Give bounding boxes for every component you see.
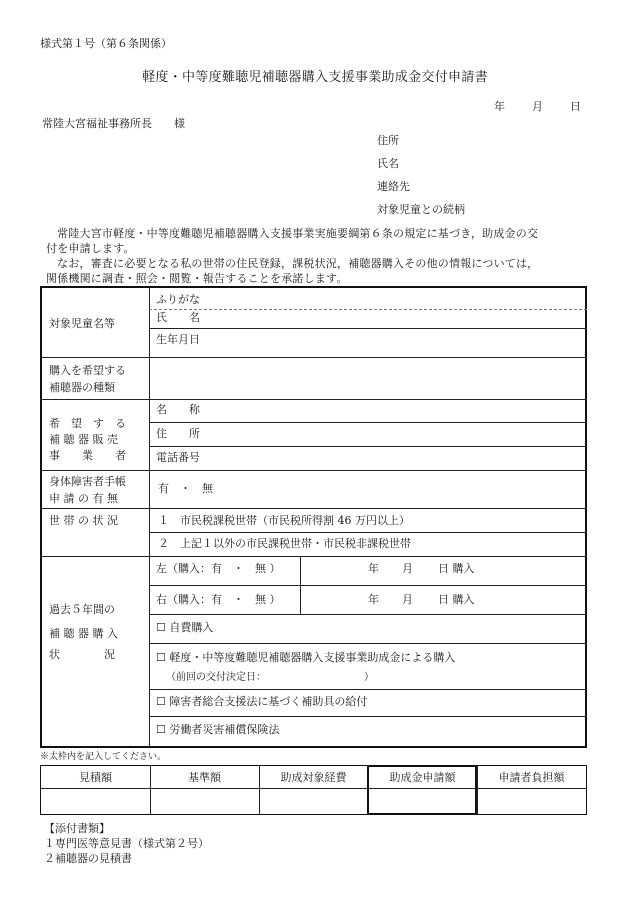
paragraph-1-line-2: 付を申請します。 <box>46 242 135 255</box>
header-estimate: 見積額 <box>79 771 112 784</box>
hearing-aid-type-label-1: 購入を希望する <box>49 364 126 377</box>
past-purchase-label-1: 過去５年間の <box>49 603 115 616</box>
applicant-address-label: 住所 <box>377 134 399 147</box>
right-date-month: 月 <box>402 593 413 606</box>
applicant-contact-label: 連絡先 <box>377 180 410 193</box>
option-self-purchase[interactable]: ☐ 自費購入 <box>156 621 214 634</box>
household-option-1[interactable]: １ 市民税課税世帯（市民税所得割 46 万円以上） <box>158 514 410 527</box>
header-subsidy-amount: 助成金申請額 <box>389 771 456 784</box>
right-ear-purchase[interactable]: 右（購入：有 ・ 無 ） <box>156 593 281 606</box>
date-year-label: 年 <box>494 100 505 113</box>
left-date-month: 月 <box>402 562 413 575</box>
disability-cert-label-2: 申 請 の 有 無 <box>49 492 118 505</box>
standard-value-cell[interactable] <box>151 789 259 814</box>
date-month-label: 月 <box>532 100 543 113</box>
vendor-label-1: 希 望 す る <box>49 417 126 430</box>
left-date-year: 年 <box>368 562 379 575</box>
previous-decision-date-close: ） <box>364 672 374 683</box>
household-status-label: 世 帯 の 状 況 <box>49 514 118 527</box>
subsidy-amount-highlight-box[interactable] <box>367 765 477 815</box>
application-form-table <box>40 286 587 748</box>
applicant-relation-label: 対象児童との続柄 <box>377 203 465 216</box>
applicant-name-label: 氏名 <box>377 157 399 170</box>
disability-cert-label-1: 身体障害者手帳 <box>49 475 126 488</box>
right-date-year: 年 <box>368 593 379 606</box>
application-paragraph <box>46 226 586 286</box>
estimate-table <box>40 765 587 815</box>
vendor-phone-label: 電話番号 <box>156 451 200 464</box>
header-eligible-cost: 助成対象経費 <box>280 771 347 784</box>
paragraph-2-line-1: なお，審査に必要となる私の世帯の住民登録，課税状況，補聴器購入その他の情報については， <box>57 257 539 270</box>
past-purchase-label-3: 状 況 <box>49 648 115 661</box>
applicant-share-value-cell[interactable] <box>478 789 586 814</box>
disability-cert-choice[interactable]: 有 ・ 無 <box>158 482 213 495</box>
hearing-aid-type-label-2: 補聴器の種類 <box>49 381 115 394</box>
birthdate-label: 生年月日 <box>156 333 200 346</box>
attachment-item-2: ２補聴器の見積書 <box>44 852 132 865</box>
header-applicant-share: 申請者負担額 <box>498 771 565 784</box>
vendor-name-label: 名 称 <box>156 403 200 416</box>
eligible-cost-value-cell[interactable] <box>260 789 368 814</box>
vendor-label-2: 補 聴 器 販 売 <box>49 433 118 446</box>
child-name-label: 氏 名 <box>156 311 200 324</box>
furigana-label: ふりがな <box>156 293 200 306</box>
previous-decision-date-open: （前回の交付決定日： <box>166 672 266 683</box>
option-subsidy-purchase[interactable]: ☐ 軽度・中等度難聴児補聴器購入支援事業助成金による購入 <box>156 651 456 664</box>
paragraph-2-line-2: 関係機関に調査・照会・閲覧・報告することを承諾します。 <box>46 272 348 285</box>
fill-in-note: ※太枠内を記入してください。 <box>40 752 167 762</box>
child-section-label: 対象児童名等 <box>49 317 115 330</box>
date-day-label: 日 <box>570 100 581 113</box>
option-workers-comp[interactable]: ☐ 労働者災害補償保険法 <box>156 723 280 736</box>
addressee: 常陸大宮福祉事務所長 様 <box>42 117 185 130</box>
household-option-2[interactable]: ２ 上記１以外の市民課税世帯・市民税非課税世帯 <box>158 537 411 550</box>
page-title: 軽度・中等度難聴児補聴器購入支援事業助成金交付申請書 <box>142 70 488 85</box>
vendor-address-label: 住 所 <box>156 427 200 440</box>
paragraph-1-line-1: 常陸大宮市軽度・中等度難聴児補聴器購入支援事業実施要綱第６条の規定に基づき，助成金の交 <box>57 227 539 240</box>
vendor-label-3: 事 業 者 <box>49 449 126 462</box>
left-date-day-purchase: 日 購入 <box>438 562 475 575</box>
header-standard: 基準額 <box>188 771 221 784</box>
attachment-item-1: １専門医等意見書（様式第２号） <box>44 837 209 850</box>
attachments-heading: 【添付書類】 <box>44 822 110 835</box>
estimate-value-cell[interactable] <box>41 789 150 814</box>
right-date-day-purchase: 日 購入 <box>438 593 475 606</box>
past-purchase-label-2: 補 聴 器 購 入 <box>49 627 118 640</box>
form-number: 様式第１号（第６条関係） <box>40 37 172 50</box>
left-ear-purchase[interactable]: 左（購入：有 ・ 無 ） <box>156 562 281 575</box>
option-support-act[interactable]: ☐ 障害者総合支援法に基づく補助具の給付 <box>156 695 368 708</box>
